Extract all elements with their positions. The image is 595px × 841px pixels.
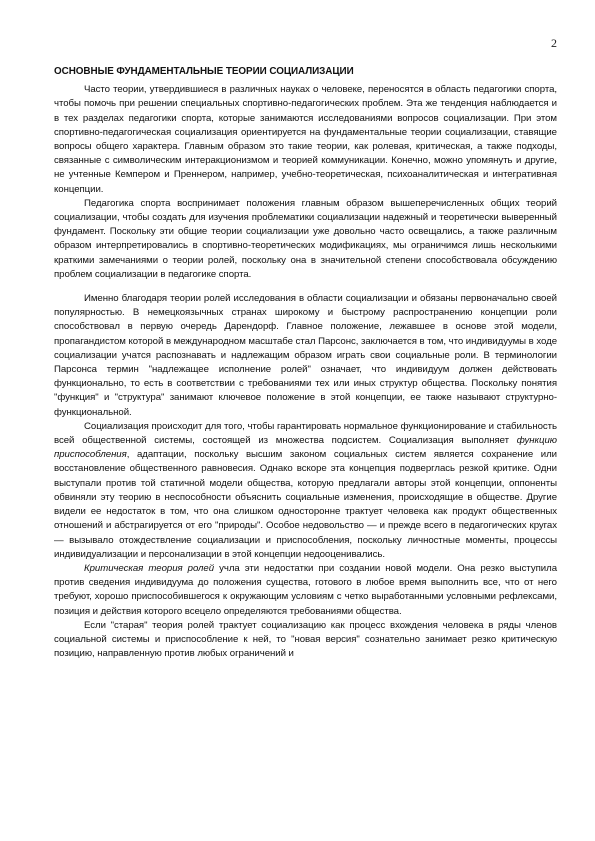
paragraph-4-emphasis: функцию приспособления: [54, 435, 557, 461]
paragraph-5-text: учла эти недостатки при создании новой модели. Она резко выступила против сведения индивидуума до положения существа, готового в любое время выполнить все, что от него требуют, хорошо приспособившегося к окружающим условиям с четко выработанными условными рефлексами, позиция и действия которого всецело определяются требованиями общества.: [54, 562, 557, 617]
paragraph-4-text-start: Социализация происходит для того, чтобы гарантировать нормальное функционирование и стабильность всей общественной системы, состоящей из множества подсистем. Социализация выполняет: [54, 420, 557, 447]
paragraph-1: Часто теории, утвердившиеся в различных науках о человеке, переносятся в область педагогики спорта, чтобы помочь при решении специальных спортивно-педагогических проблем. Эта же тенденция наблюдается и в тех разделах педагогики спорта, которые занимаются исследованиями вопросов социализации. При этом спортивно-педагогическая социализация ориентируется на фундаментальные теории социализации, ставящие вопросы общего характера. Главным образом это такие теории, как ролевая, критическая, а также подходы, связанные с символическим интеракционизмом и теорией коммуникации. Конечно, можно упомянуть и другие, не учтенные Кемпером и Преннером, например, учебно-теоретическая, психоаналитическая и интегративная концепции.: [54, 84, 557, 195]
section-heading: ОСНОВНЫЕ ФУНДАМЕНТАЛЬНЫЕ ТЕОРИИ СОЦИАЛИЗАЦИИ: [54, 66, 354, 77]
paragraph-5-emphasis: Критическая теория ролей: [84, 562, 215, 574]
paragraph-3: Именно благодаря теории ролей исследования в области социализации и обязаны первоначально своей популярностью. В немецкоязычных странах широкому и быстрому распространению концепции роли способствовал в первую очередь Дарендорф. Главное положение, лежавшее в основе этой модели, пропагандистом которой в международном масштабе стал Парсонс, заключается в том, что индивидуумы в ходе социализации учатся распознавать и надлежащим образом играть свои социальные роли. В терминологии Парсонса термин "надлежащее исполнение ролей" означает, что индивидуум должен действовать функционально, то есть в соответствии с требованиями тех или иных структур общества. Поскольку понятия "функция" и "структура" занимают ключевое положение в этой концепции, ее также называют структурно-функциональной.: [54, 293, 557, 418]
paragraph-6: Если "старая" теория ролей трактует социализацию как процесс вхождения человека в ряды членов социальной системы и приспособление к ней, то "новая версия" сознательно занимает резко критическую позицию, направленную против любых ограничений и: [54, 619, 557, 660]
document-body: [54, 65, 557, 661]
paragraph-2: Педагогика спорта воспринимает положения главным образом вышеперечисленных общих теорий социализации, чтобы создать для изучения проблематики социализации надежный и теоретически выверенный фундамент. Поскольку эти общие теории социализации уже довольно часто освещались, а также различным образом интерпретировались в спортивно-теоретических модификациях, мы ограничимся лишь несколькими краткими замечаниями о теории ролей, поскольку она в значительной степени способствовала обсуждению проблем социализации в педагогике спорта.: [54, 197, 557, 280]
paragraph-5: [54, 562, 557, 619]
page-number: 2: [551, 36, 557, 50]
paragraph-4-text-end: , адаптации, поскольку высшим законом социальных систем является сохранение или восстановление общественного равновесия. Однако вскоре эта концепция подверглась резкой критике. Одни выступали против той статичной модели общества, которую предлагали авторы этой концепции, оппоненты обвиняли эту теорию в неспособности объяснить социальные изменения, происходящие в обществе. Другие видели ее недостаток в том, что она слишком односторонне трактует человека как продукт общественных отношений и абстрагируется от его "природы". Особое недовольство — и прежде всего в педагогических кругах — вызывало отождествление социализации и приспособления, поскольку личностные моменты, процессы индивидуализации и персонализации в этой концепции недооценивались.: [54, 449, 557, 560]
paragraph-4: [54, 420, 557, 562]
